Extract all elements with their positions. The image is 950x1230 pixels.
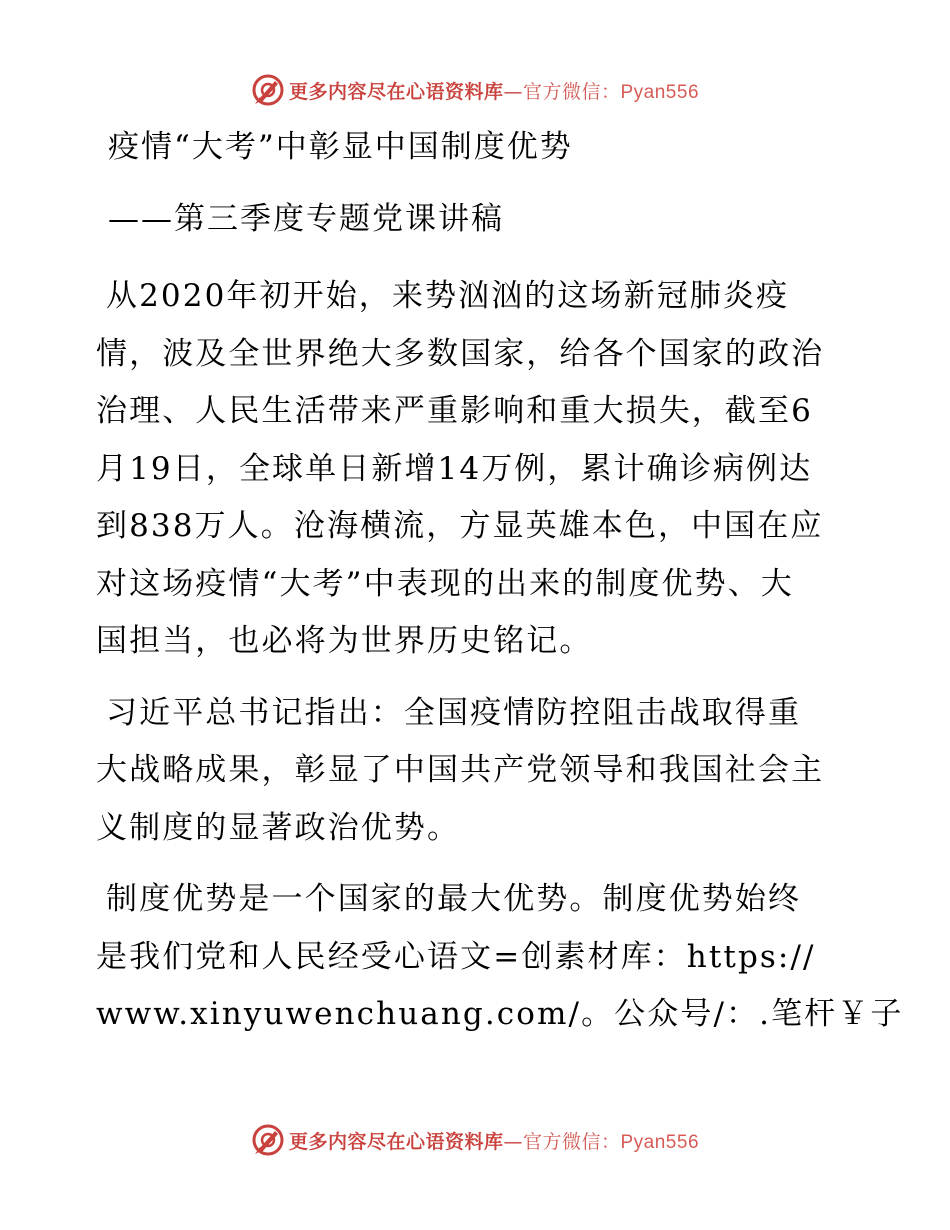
document-subtitle: ——第三季度专题党课讲稿	[108, 201, 504, 237]
brand-logo-icon	[251, 1123, 285, 1157]
paragraph-1-line: 到838万人。沧海横流，方显英雄本色，中国在应	[96, 508, 824, 544]
document-title: 疫情“大考”中彰显中国制度优势	[108, 129, 573, 165]
paragraph-3-line: 制度优势是一个国家的最大优势。制度优势始终	[106, 881, 802, 917]
paragraph-1-line: 治理、人民生活带来严重影响和重大损失，截至6	[96, 393, 813, 429]
paragraph-3-line: www.xinyuwenchuang.com/。公众号/：.笔杆￥子	[96, 996, 904, 1032]
header-wechat-id: Pyan556	[620, 81, 700, 103]
paragraph-1-line: 情，波及全世界绝大多数国家，给各个国家的政治	[96, 335, 825, 372]
paragraph-2-line: 习近平总书记指出：全国疫情防控阻击战取得重	[106, 694, 802, 731]
footer-brand-text: 更多内容尽在心语资料库	[288, 1130, 504, 1153]
paragraph-1-line: 从2020年初开始，来势汹汹的这场新冠肺炎疫	[106, 278, 790, 314]
paragraph-2-line: 大战略成果，彰显了中国共产党领导和我国社会主	[96, 752, 825, 788]
paragraph-1-line: 月19日，全球单日新增14万例，累计确诊病例达	[96, 450, 813, 487]
header-brand-text: 更多内容尽在心语资料库	[288, 80, 504, 103]
header-banner-text	[289, 77, 699, 104]
header-dash: —	[503, 80, 523, 103]
footer-banner-text	[289, 1127, 699, 1154]
document-body	[96, 124, 904, 1044]
paragraph-2	[96, 685, 856, 858]
paragraph-3	[96, 871, 904, 1044]
footer-dash: —	[503, 1130, 523, 1153]
paragraph-3-line: 是我们党和人民经受心语文=创素材库：https://	[96, 938, 816, 975]
paragraph-1-line: 国担当，也必将为世界历史铭记。	[96, 623, 593, 659]
footer-banner	[0, 1118, 950, 1162]
paragraph-1	[96, 268, 856, 671]
footer-wechat-id: Pyan556	[620, 1131, 700, 1153]
footer-official-label: 官方微信：	[522, 1130, 621, 1153]
paragraph-2-line: 义制度的显著政治优势。	[96, 809, 461, 846]
paragraph-1-line: 对这场疫情“大考”中表现的出来的制度优势、大	[96, 565, 794, 602]
header-banner	[0, 68, 950, 112]
header-official-label: 官方微信：	[522, 80, 621, 103]
brand-logo-icon	[251, 73, 285, 107]
